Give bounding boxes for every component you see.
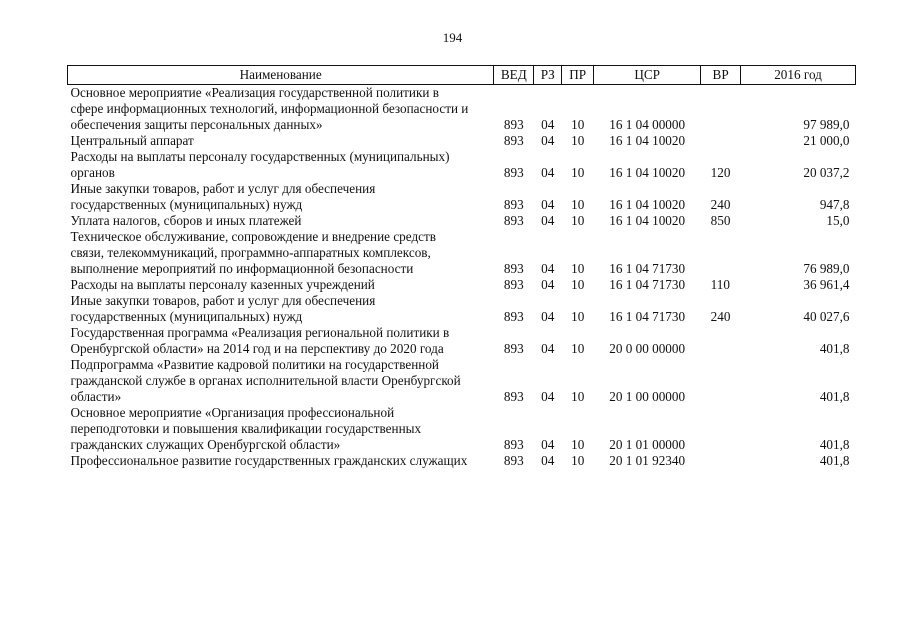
cell-sum: 36 961,4 [803, 277, 850, 292]
cell-vr: 240 [710, 197, 731, 212]
cell-ved: 893 [503, 389, 524, 404]
table-row [68, 357, 856, 405]
header-sum: 2016 год [741, 66, 856, 85]
cell-vr: 120 [710, 165, 731, 180]
cell-name: Основное мероприятие «Организация профессиональной переподготовки и повышения квалификации государственных гражданских служащих Оренбургской области» [70, 405, 422, 452]
cell-vr [701, 405, 741, 453]
header-name: Наименование [68, 66, 494, 85]
cell-name: Государственная программа «Реализация региональной политики в Оренбургской области» на 2014 год и на перспективу до 2020 года [70, 325, 450, 356]
cell-ved: 893 [503, 453, 524, 468]
cell-vr [701, 229, 741, 277]
cell-csr: 16 1 04 10020 [609, 213, 686, 228]
cell-rz: 04 [541, 437, 555, 452]
cell-rz: 04 [541, 117, 555, 132]
table-row [68, 181, 856, 213]
cell-csr: 16 1 04 71730 [609, 277, 686, 292]
cell-rz: 04 [541, 277, 555, 292]
cell-csr: 16 1 04 10020 [609, 165, 686, 180]
cell-rz: 04 [541, 389, 555, 404]
cell-sum: 947,8 [819, 197, 850, 212]
cell-pr: 10 [571, 117, 585, 132]
cell-sum: 97 989,0 [803, 117, 850, 132]
table-row [68, 453, 856, 469]
table-row [68, 405, 856, 453]
cell-sum: 76 989,0 [803, 261, 850, 276]
cell-sum: 21 000,0 [803, 133, 850, 148]
cell-ved: 893 [503, 117, 524, 132]
cell-csr: 20 0 00 00000 [609, 341, 686, 356]
cell-pr: 10 [571, 165, 585, 180]
page-number: 194 [442, 30, 463, 45]
cell-sum: 401,8 [819, 389, 850, 404]
cell-sum: 401,8 [819, 437, 850, 452]
cell-rz: 04 [541, 261, 555, 276]
table-row [68, 325, 856, 357]
cell-ved: 893 [503, 277, 524, 292]
cell-pr: 10 [571, 389, 585, 404]
cell-vr [701, 85, 741, 134]
cell-csr: 16 1 04 00000 [609, 117, 686, 132]
cell-rz: 04 [541, 309, 555, 324]
cell-name: Расходы на выплаты персоналу государственных (муниципальных) органов [70, 149, 450, 180]
cell-csr: 16 1 04 10020 [609, 133, 686, 148]
cell-rz: 04 [541, 213, 555, 228]
cell-ved: 893 [503, 309, 524, 324]
cell-ved: 893 [503, 197, 524, 212]
cell-ved: 893 [503, 341, 524, 356]
cell-name: Подпрограмма «Развитие кадровой политики на государственной гражданской службе в органах исполнительной власти Оренбургской области» [70, 357, 461, 404]
cell-name: Уплата налогов, сборов и иных платежей [70, 213, 302, 228]
cell-csr: 16 1 04 71730 [609, 309, 686, 324]
cell-pr: 10 [571, 309, 585, 324]
cell-csr: 20 1 00 00000 [609, 389, 686, 404]
cell-rz: 04 [541, 341, 555, 356]
cell-csr: 20 1 01 92340 [609, 453, 686, 468]
cell-name: Профессиональное развитие государственных гражданских служащих [70, 453, 468, 468]
table-row [68, 229, 856, 277]
header-ved: ВЕД [494, 66, 534, 85]
cell-vr [701, 133, 741, 149]
cell-rz: 04 [541, 197, 555, 212]
cell-sum: 401,8 [819, 453, 850, 468]
cell-pr: 10 [571, 197, 585, 212]
budget-table [67, 65, 856, 469]
cell-pr: 10 [571, 261, 585, 276]
cell-name: Центральный аппарат [70, 133, 194, 148]
cell-ved: 893 [503, 437, 524, 452]
table-body [68, 85, 856, 470]
cell-vr: 110 [710, 277, 730, 292]
cell-pr: 10 [571, 453, 585, 468]
cell-name: Техническое обслуживание, сопровождение и внедрение средств связи, телекоммуникаций, программно-аппаратных комплексов, выполнение мероприятий по информационной безопасности [70, 229, 436, 276]
cell-sum: 15,0 [826, 213, 850, 228]
cell-name: Основное мероприятие «Реализация государственной политики в сфере информационных технологий, информационной безопасности и обеспечения защиты персональных данных» [70, 85, 469, 132]
cell-rz: 04 [541, 453, 555, 468]
cell-csr: 16 1 04 71730 [609, 261, 686, 276]
cell-sum: 20 037,2 [803, 165, 850, 180]
table-row [68, 293, 856, 325]
cell-ved: 893 [503, 133, 524, 148]
cell-rz: 04 [541, 133, 555, 148]
cell-name: Иные закупки товаров, работ и услуг для обеспечения государственных (муниципальных) нужд [70, 181, 376, 212]
cell-csr: 16 1 04 10020 [609, 197, 686, 212]
table-row [68, 133, 856, 149]
cell-pr: 10 [571, 133, 585, 148]
cell-name: Иные закупки товаров, работ и услуг для обеспечения государственных (муниципальных) нужд [70, 293, 376, 324]
table-row [68, 277, 856, 293]
cell-name: Расходы на выплаты персоналу казенных учреждений [70, 277, 375, 292]
cell-ved: 893 [503, 213, 524, 228]
cell-rz: 04 [541, 165, 555, 180]
header-pr: ПР [562, 66, 594, 85]
cell-vr: 240 [710, 309, 731, 324]
cell-pr: 10 [571, 277, 585, 292]
header-rz: РЗ [534, 66, 562, 85]
table-row [68, 213, 856, 229]
table-row [68, 149, 856, 181]
cell-pr: 10 [571, 437, 585, 452]
cell-ved: 893 [503, 261, 524, 276]
table-row [68, 85, 856, 134]
cell-pr: 10 [571, 213, 585, 228]
cell-vr [701, 357, 741, 405]
cell-vr [701, 325, 741, 357]
header-vr: ВР [701, 66, 741, 85]
cell-vr: 850 [710, 213, 731, 228]
header-csr: ЦСР [594, 66, 701, 85]
table-header-row [68, 66, 856, 85]
cell-pr: 10 [571, 341, 585, 356]
cell-csr: 20 1 01 00000 [609, 437, 686, 452]
cell-ved: 893 [503, 165, 524, 180]
cell-vr [701, 453, 741, 469]
cell-sum: 40 027,6 [803, 309, 850, 324]
cell-sum: 401,8 [819, 341, 850, 356]
